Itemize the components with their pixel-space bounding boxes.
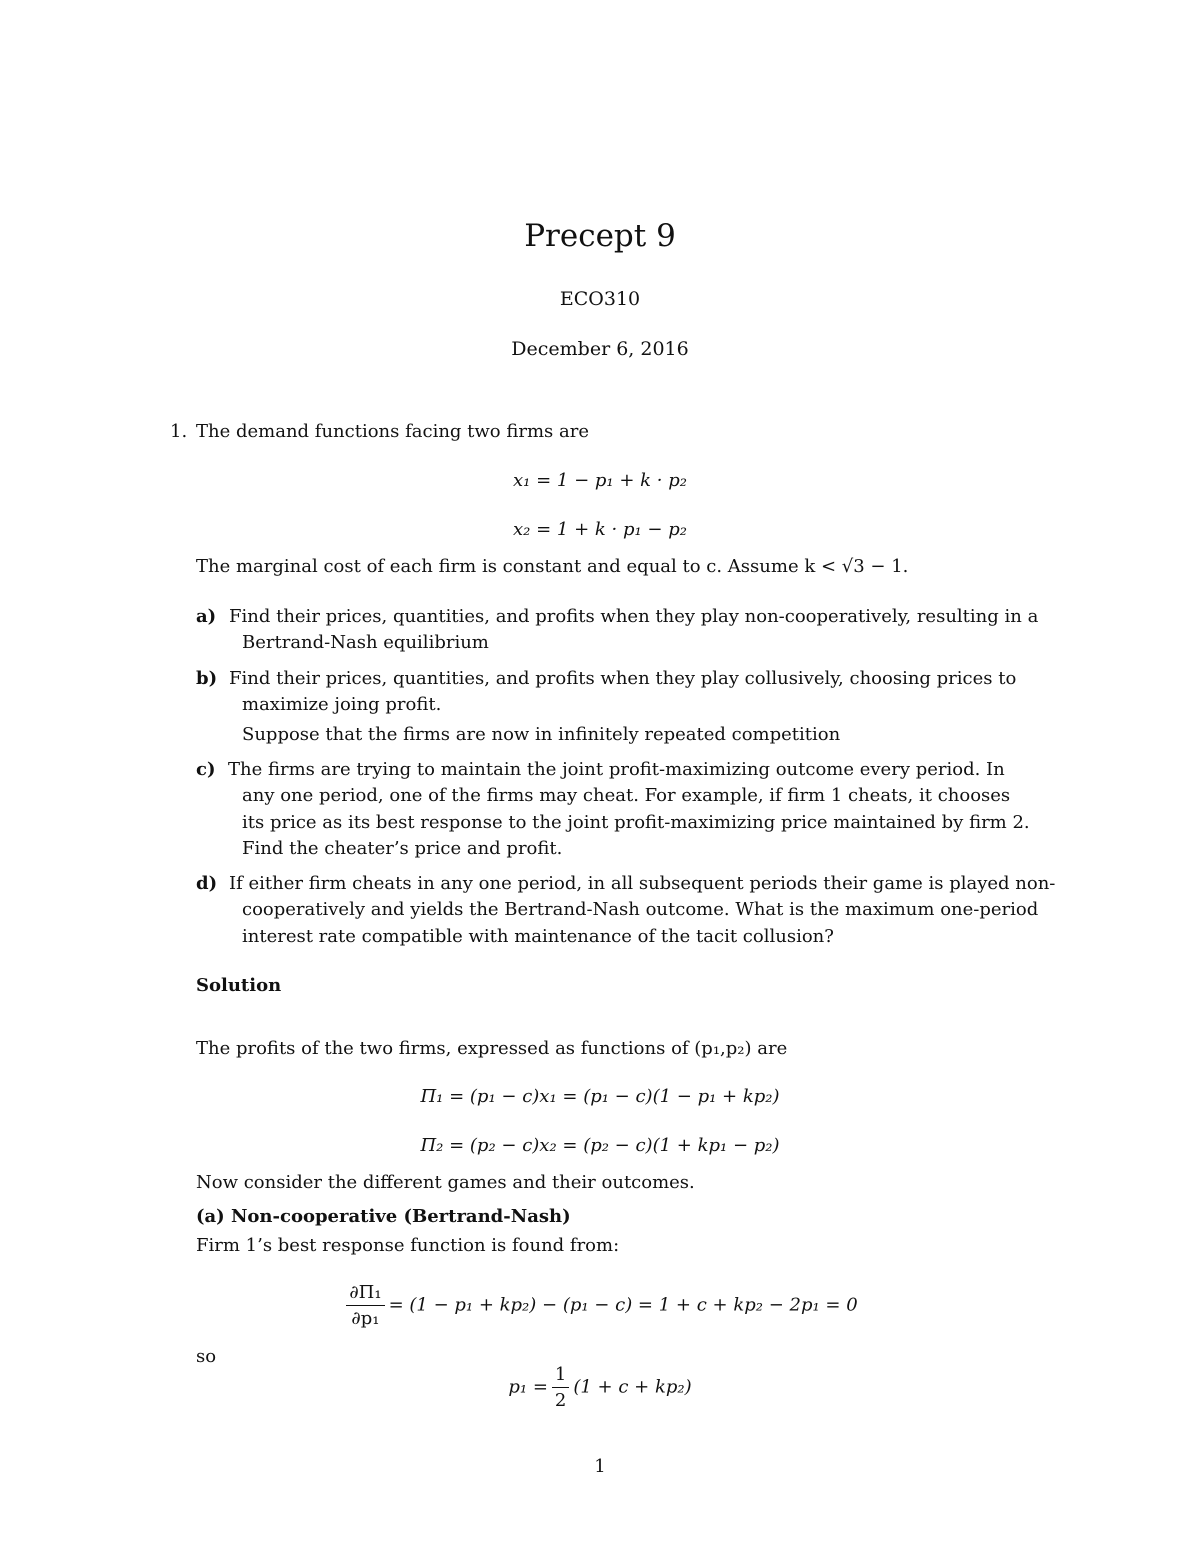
- problem-number: 1.: [170, 421, 188, 442]
- part-text-line: Suppose that the firms are now in infinitely repeated competition: [242, 724, 841, 745]
- part-text-line: Find their prices, quantities, and profits when they play collusively, choosing prices to: [229, 668, 1017, 689]
- part-text-line: cooperatively and yields the Bertrand-Nash outcome. What is the maximum one-period: [242, 899, 1039, 920]
- problem-intro: The demand functions facing two firms are: [196, 421, 589, 442]
- first-order-condition: [0, 1282, 1200, 1329]
- section-a-heading: (a) Non-cooperative (Bertrand-Nash): [196, 1206, 571, 1227]
- consider-text: Now consider the different games and their outcomes.: [196, 1172, 695, 1193]
- best-response-intro: Firm 1’s best response function is found from:: [196, 1235, 620, 1256]
- best-response-equation: [0, 1364, 1200, 1411]
- part-label: d): [196, 873, 218, 894]
- profit-equation-1: Π₁ = (p₁ − c)x₁ = (p₁ − c)(1 − p₁ + kp₂): [420, 1086, 780, 1107]
- derivative-numerator: ∂Π₁: [346, 1282, 384, 1306]
- profits-intro: The profits of the two firms, expressed as functions of (p₁,p₂) are: [196, 1038, 788, 1059]
- demand-equation-2: x₂ = 1 + k · p₁ − p₂: [513, 519, 687, 540]
- page-number: 1: [594, 1456, 606, 1477]
- part-label: c): [196, 759, 216, 780]
- derivative-fraction: [346, 1282, 384, 1329]
- derivative-denominator: ∂p₁: [351, 1308, 380, 1329]
- part-text-line: Bertrand-Nash equilibrium: [242, 632, 489, 653]
- document-date: December 6, 2016: [511, 338, 689, 360]
- part-text-line: Find their prices, quantities, and profits when they play non-cooperatively, resulting in a: [229, 606, 1039, 627]
- demand-equation-1: x₁ = 1 − p₁ + k · p₂: [513, 470, 687, 491]
- part-text-line: The firms are trying to maintain the joint profit-maximizing outcome every period. In: [228, 759, 1005, 780]
- so-text: so: [196, 1346, 217, 1367]
- half-fraction: [552, 1364, 569, 1411]
- fraction-denominator: 2: [554, 1390, 567, 1411]
- part-text-line: Find the cheater’s price and profit.: [242, 838, 563, 859]
- marginal-cost-text: The marginal cost of each firm is constant and equal to c. Assume k < √3 − 1.: [196, 556, 909, 577]
- br-rhs: (1 + c + kp₂): [573, 1376, 692, 1398]
- foc-rhs: = (1 − p₁ + kp₂) − (p₁ − c) = 1 + c + kp₂ − 2p₁ = 0: [388, 1294, 858, 1316]
- part-text-line: interest rate compatible with maintenance of the tacit collusion?: [242, 926, 834, 947]
- course-code: ECO310: [559, 288, 641, 310]
- fraction-numerator: 1: [552, 1364, 569, 1388]
- part-text-line: If either firm cheats in any one period, in all subsequent periods their game is played non-: [229, 873, 1056, 894]
- part-text-line: its price as its best response to the joint profit-maximizing price maintained by firm 2.: [242, 812, 1030, 833]
- part-label: b): [196, 668, 218, 689]
- part-text-line: any one period, one of the firms may cheat. For example, if firm 1 cheats, it chooses: [242, 785, 1011, 806]
- part-label: a): [196, 606, 217, 627]
- solution-heading: Solution: [196, 975, 282, 996]
- page-title: Precept 9: [524, 218, 676, 254]
- part-text-line: maximize joing profit.: [242, 694, 442, 715]
- br-lhs: p₁ =: [508, 1376, 548, 1398]
- profit-equation-2: Π₂ = (p₂ − c)x₂ = (p₂ − c)(1 + kp₁ − p₂): [420, 1135, 780, 1156]
